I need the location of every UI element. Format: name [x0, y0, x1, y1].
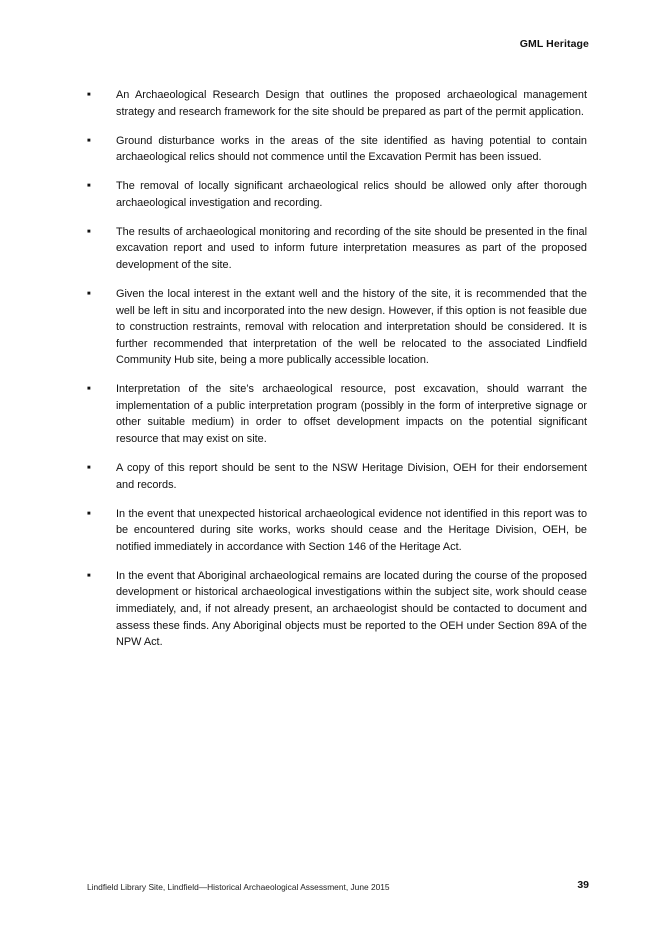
list-item [87, 381, 587, 447]
list-item-text: The results of archaeological monitoring and recording of the site should be presented in the final excavation report and used to inform future interpretation measures as part of the proposed development of the site. [116, 225, 587, 271]
bullet-icon: ■ [87, 137, 91, 144]
bullet-icon: ■ [87, 510, 91, 517]
list-item-text: An Archaeological Research Design that outlines the proposed archaeological management strategy and research framework for the site should be prepared as part of the permit application. [116, 89, 587, 118]
page-number: 39 [577, 879, 589, 891]
list-item-text: Given the local interest in the extant well and the history of the site, it is recommended that the well be left in situ and incorporated into the new design. However, if this option is not feasible due to construction restraints, removal with relocation and interpretation should be considered. It is further recommended that interpretation of the well be relocated to the associated Lindfield Community Hub site, being a more publically accessible location. [116, 287, 587, 367]
list-item [87, 460, 587, 493]
list-item [87, 178, 587, 211]
header-brand: GML Heritage [519, 38, 589, 50]
bullet-icon: ■ [87, 183, 91, 190]
list-item-text: Ground disturbance works in the areas of the site identified as having potential to contain archaeological relics should not commence until the Excavation Permit has been issued. [116, 134, 587, 164]
list-item [87, 133, 587, 166]
list-item [87, 506, 587, 556]
bullet-icon: ■ [87, 386, 91, 393]
list-item-text: A copy of this report should be sent to the NSW Heritage Division, OEH for their endorsement and records. [116, 462, 587, 491]
bullet-icon: ■ [87, 228, 91, 235]
footer-document-title: Lindfield Library Site, Lindfield—Historical Archaeological Assessment, June 2015 [87, 882, 390, 892]
bullet-icon: ■ [87, 92, 91, 98]
list-item-text: The removal of locally significant archaeological relics should be allowed only after thorough archaeological investigation and recording. [116, 180, 587, 209]
bullet-icon: ■ [87, 465, 91, 472]
list-item [87, 224, 587, 274]
recommendations-list [87, 87, 587, 663]
list-item-text: In the event that unexpected historical archaeological evidence not identified in this report was to be encountered during site works, works should cease and the Heritage Division, OEH, be notified immediately in accordance with Section 146 of the Heritage Act. [116, 507, 587, 553]
list-item [87, 87, 587, 120]
list-item [87, 568, 587, 651]
list-item-text: In the event that Aboriginal archaeological remains are located during the course of the proposed development or historical archaeological investigations within the subject site, work should cease immediately, and, if not already present, an archaeologist should be contacted to document and assess these finds. Any Aboriginal objects must be reported to the OEH under Section 89A of the NPW Act. [116, 569, 587, 649]
bullet-icon: ■ [87, 572, 91, 579]
list-item-text: Interpretation of the site’s archaeological resource, post excavation, should warrant the implementation of a public interpretation program (possibly in the form of interpretive signage or other suitable medium) in order to offset development impacts on the potential significant resource that may exist on site. [116, 383, 587, 446]
bullet-icon: ■ [87, 290, 91, 297]
list-item [87, 286, 587, 369]
